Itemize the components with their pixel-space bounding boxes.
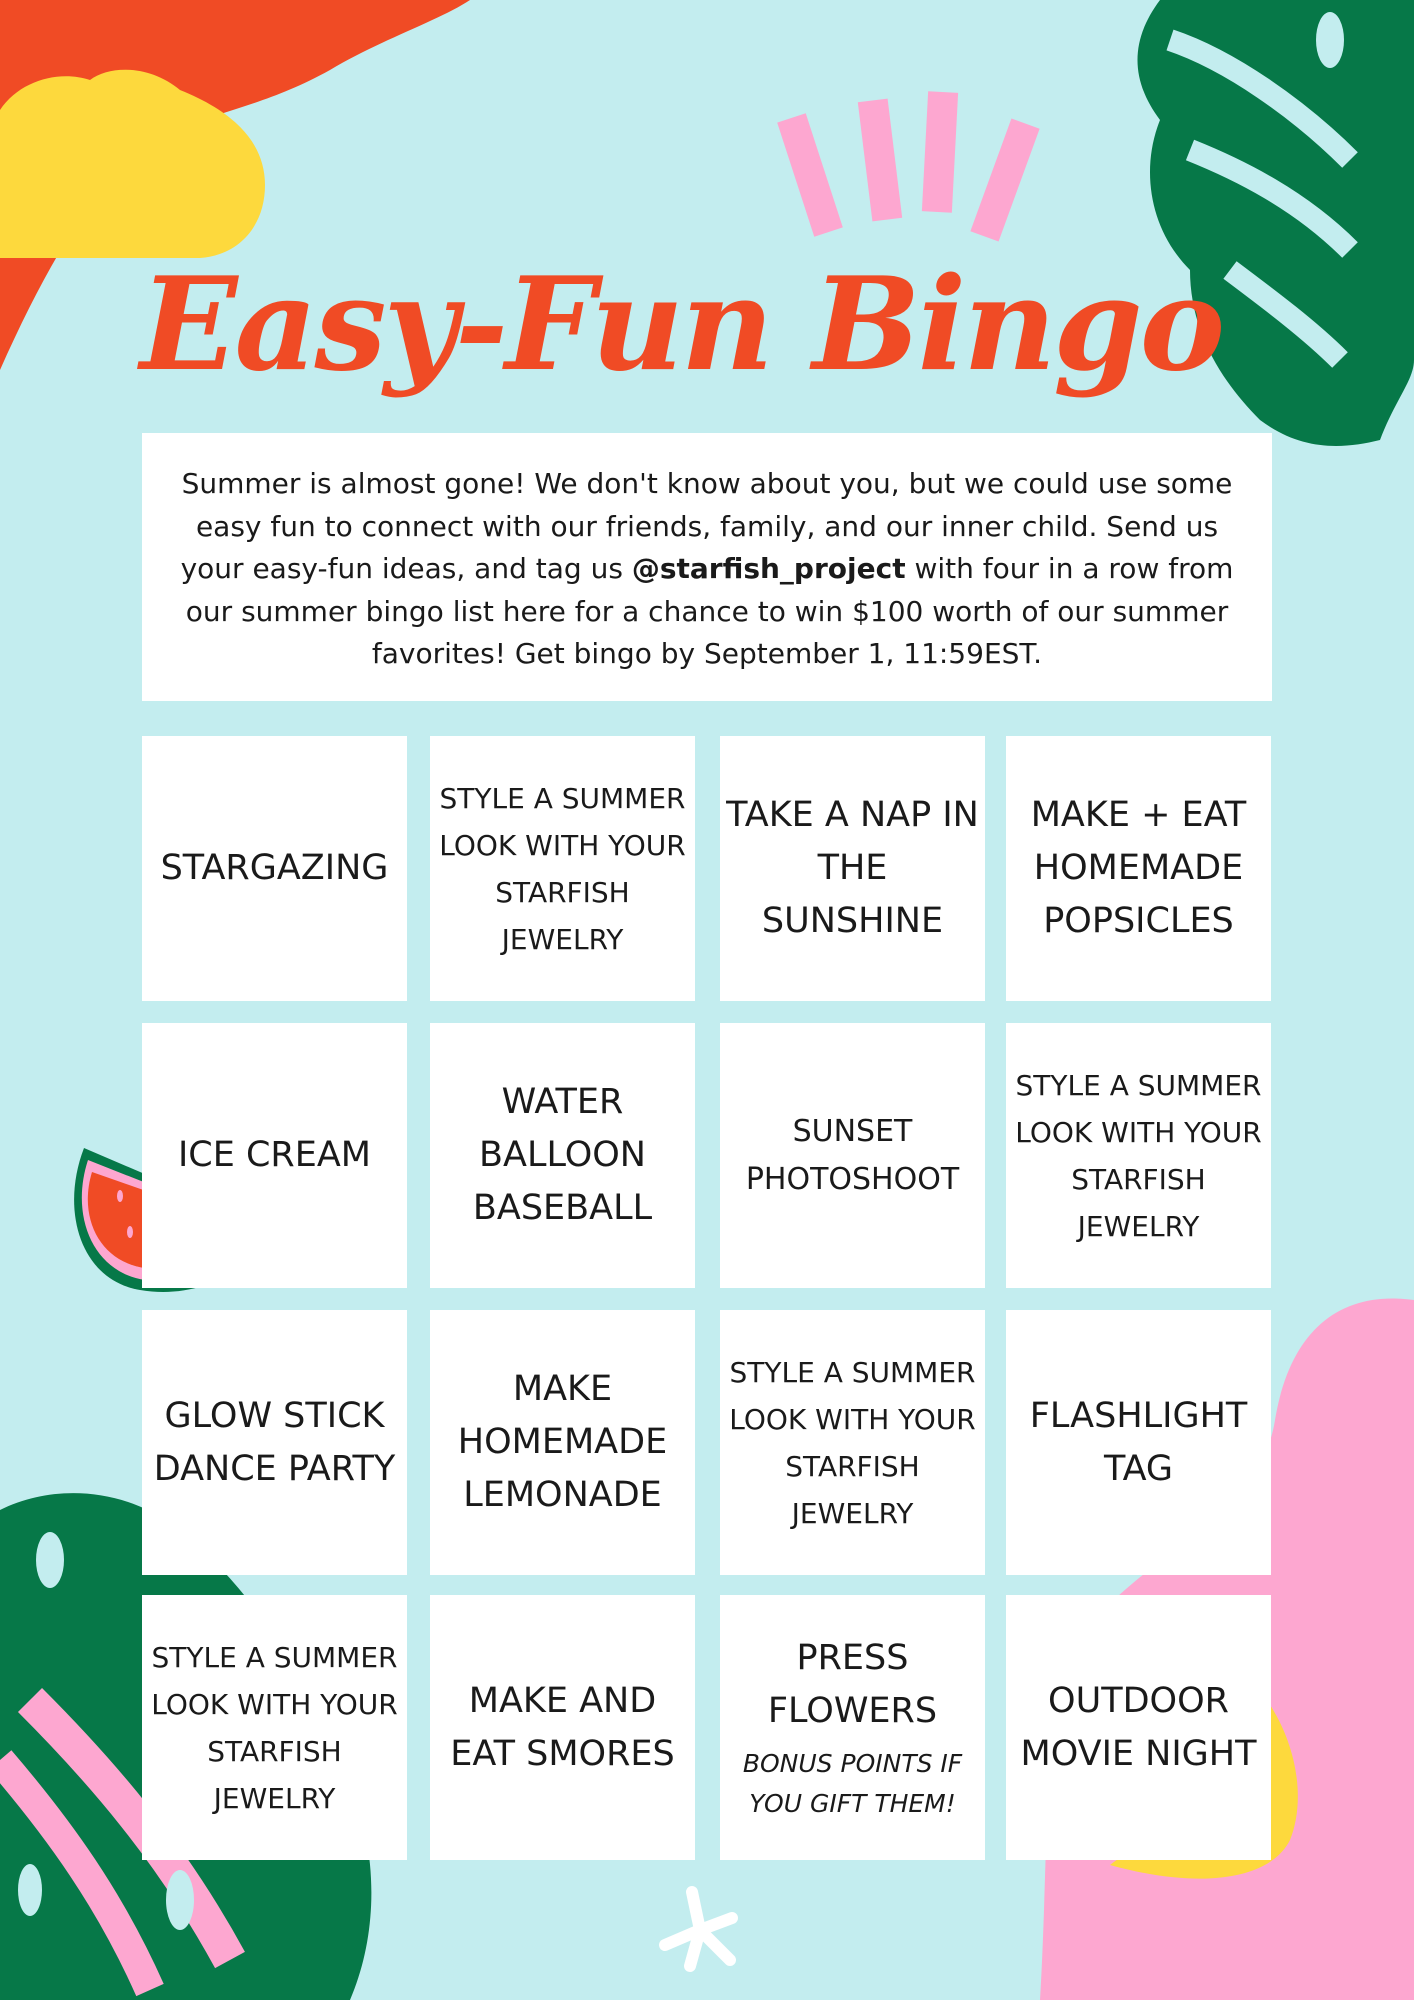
bingo-cell: [720, 1023, 985, 1288]
bingo-cell-text: STYLE A SUMMER LOOK WITH YOUR STARFISH JEWELRY: [729, 1355, 976, 1530]
bingo-cell: [430, 736, 695, 1001]
bingo-cell: [1006, 736, 1271, 1001]
bingo-cell: [142, 1023, 407, 1288]
bingo-cell-text: STYLE A SUMMER LOOK WITH YOUR STARFISH JEWELRY: [151, 1640, 398, 1815]
bingo-cell: [1006, 1595, 1271, 1860]
bingo-cell: [142, 1595, 407, 1860]
bingo-cell: [720, 1595, 985, 1860]
instagram-handle: @starfish_project: [631, 552, 906, 585]
starfish-icon: [665, 1892, 732, 1966]
bingo-cell-text: SUNSET PHOTOSHOOT: [745, 1113, 960, 1197]
bingo-cell-text: ICE CREAM: [177, 1135, 371, 1175]
bingo-cell: [430, 1023, 695, 1288]
bingo-cell-text: STYLE A SUMMER LOOK WITH YOUR STARFISH JEWELRY: [1015, 1068, 1262, 1243]
bingo-cell: [1006, 1023, 1271, 1288]
bingo-cell: [430, 1310, 695, 1575]
intro-text-end: with four in a row from our summer bingo list here for a chance to win $100 worth of our summer favorites! Get bingo by September 1, 11:59EST.: [185, 552, 1234, 670]
bingo-cell-text: TAKE A NAP IN THE SUNSHINE: [726, 795, 979, 941]
bingo-cell-text: PRESS FLOWERS: [767, 1637, 938, 1731]
intro-text: [142, 433, 1272, 701]
bingo-cell: [720, 736, 985, 1001]
bingo-cell: [720, 1310, 985, 1575]
bingo-cell-text: GLOW STICK DANCE PARTY: [153, 1395, 396, 1489]
intro-text-start: Summer is almost gone! We don't know about you, but we could use some easy fun to connect with our friends, family, and our inner child. Send us your easy-fun ideas, and tag us: [180, 467, 1233, 585]
bingo-cell-text: FLASHLIGHT TAG: [1029, 1395, 1248, 1489]
bingo-cell: [142, 1310, 407, 1575]
bingo-cell-text: STARGAZING: [160, 848, 389, 888]
page-title: Easy-Fun Bingo: [140, 250, 1223, 400]
bingo-cell: [142, 736, 407, 1001]
bingo-cell-text: OUTDOOR MOVIE NIGHT: [1020, 1680, 1257, 1774]
bingo-cell-text: STYLE A SUMMER LOOK WITH YOUR STARFISH JEWELRY: [439, 781, 686, 956]
bingo-cell-text: MAKE HOMEMADE LEMONADE: [457, 1369, 668, 1515]
bingo-cell-text: MAKE AND EAT SMORES: [450, 1680, 675, 1774]
sun-rays-icon: [777, 91, 1039, 241]
bingo-cell-text: MAKE + EAT HOMEMADE POPSICLES: [1030, 795, 1247, 941]
bingo-cell: [430, 1595, 695, 1860]
bonus-note: BONUS POINTS IF YOU GIFT THEM!: [742, 1748, 963, 1818]
bingo-cell: [1006, 1310, 1271, 1575]
bingo-cell-text: WATER BALLOON BASEBALL: [472, 1082, 653, 1228]
